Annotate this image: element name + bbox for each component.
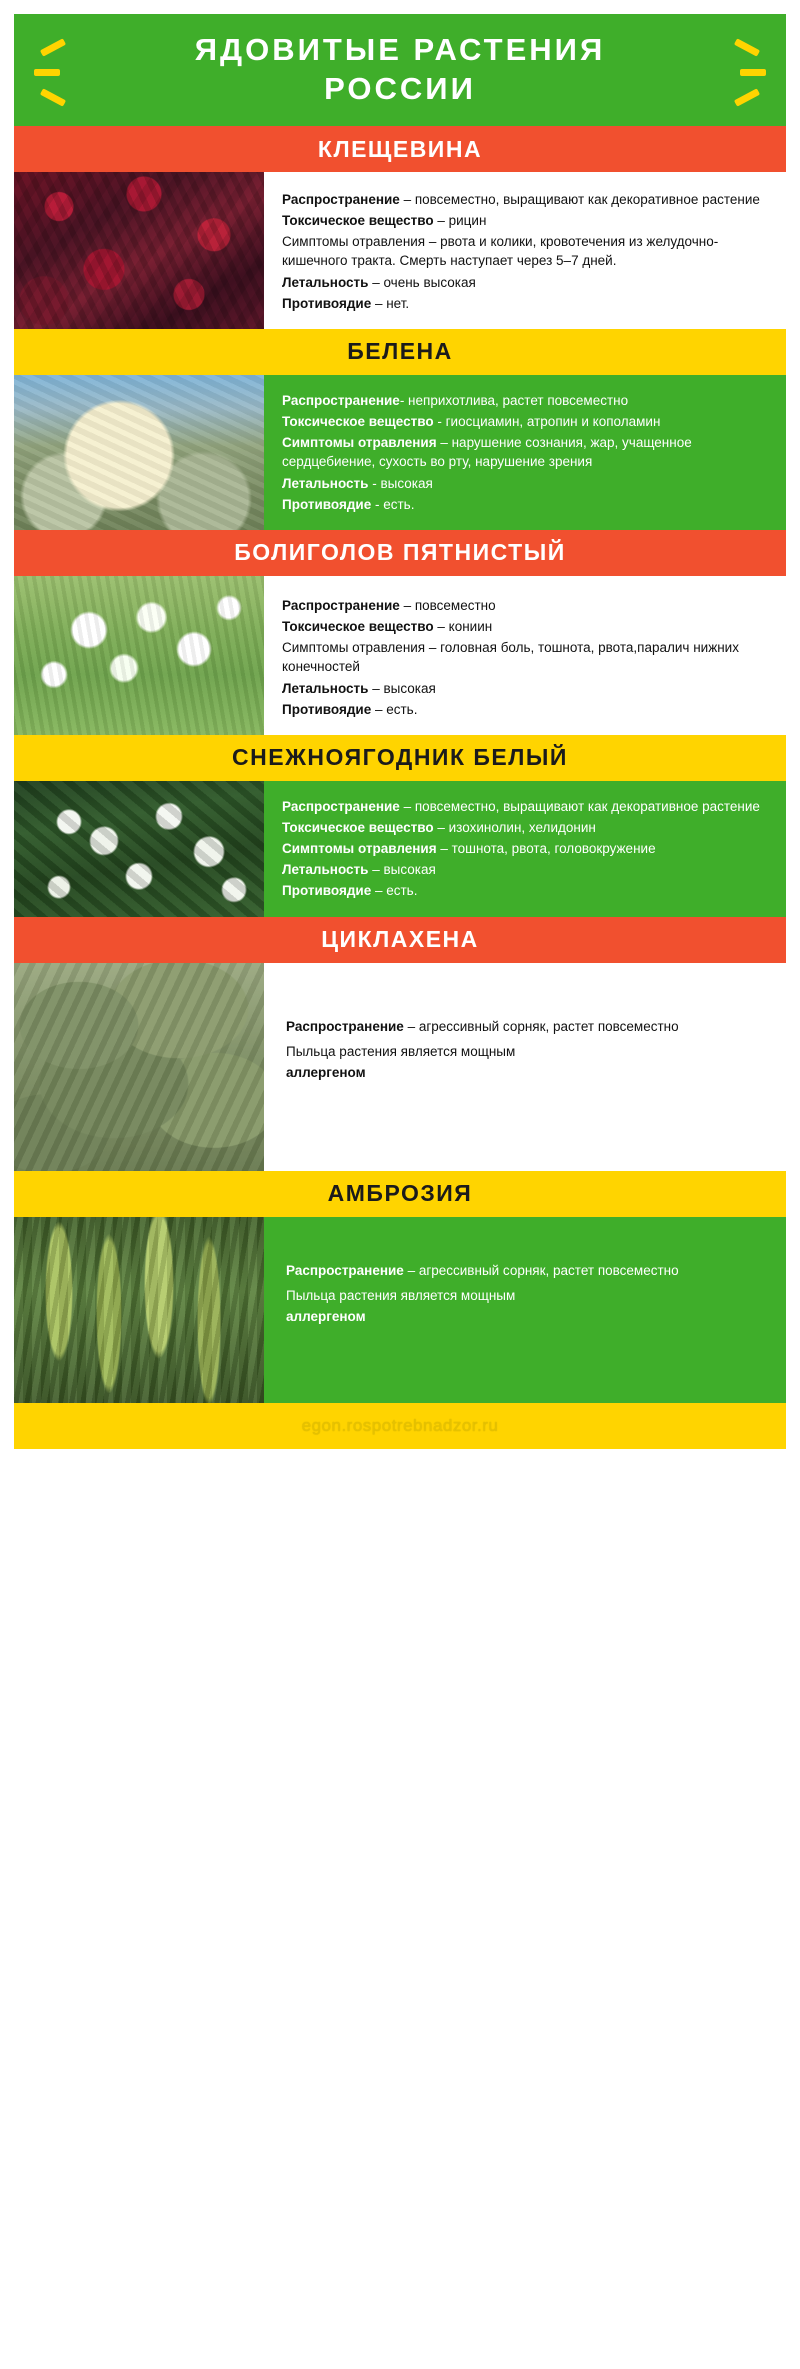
spark-decoration-icon bbox=[734, 38, 760, 56]
plant-name: ЦИКЛАХЕНА bbox=[321, 926, 479, 953]
info-label: Токсическое вещество bbox=[282, 819, 434, 835]
plant-name-band bbox=[14, 917, 786, 963]
ambrosia-photo-art bbox=[14, 1217, 264, 1403]
info-line bbox=[282, 474, 770, 493]
info-label: Токсическое вещество bbox=[282, 619, 434, 635]
info-label: Симптомы отравления bbox=[282, 841, 437, 857]
info-text: – повсеместно, выращивают как декоративное растение bbox=[399, 798, 760, 814]
info-label: аллергеном bbox=[286, 1308, 366, 1324]
info-text: – нет. bbox=[371, 295, 410, 311]
info-label: Распространение bbox=[286, 1262, 404, 1278]
info-text: – тошнота, рвота, головокружение bbox=[436, 841, 656, 857]
info-label: Противоядие bbox=[282, 883, 372, 899]
info-line bbox=[282, 881, 770, 900]
info-label: Противоядие bbox=[282, 496, 372, 512]
info-line bbox=[282, 412, 770, 431]
plant-body bbox=[14, 1217, 786, 1403]
info-spacer bbox=[286, 1282, 770, 1284]
info-label: Токсическое вещество bbox=[282, 213, 434, 229]
info-line bbox=[286, 1063, 770, 1082]
info-line bbox=[282, 679, 770, 698]
info-label: Летальность bbox=[282, 475, 369, 491]
info-line bbox=[282, 391, 770, 410]
plant-name: БОЛИГОЛОВ ПЯТНИСТЫЙ bbox=[234, 539, 566, 566]
spark-decoration-icon bbox=[40, 38, 66, 56]
plant-body bbox=[14, 172, 786, 329]
henbane-photo bbox=[14, 375, 264, 530]
plant-body bbox=[14, 576, 786, 735]
ambrosia-photo bbox=[14, 1217, 264, 1403]
info-label: Распространение bbox=[282, 392, 400, 408]
info-line bbox=[282, 617, 770, 636]
info-line bbox=[282, 596, 770, 615]
plant-section-ambrosia bbox=[14, 1171, 786, 1403]
snowberry-photo bbox=[14, 781, 264, 917]
info-line bbox=[282, 294, 770, 313]
info-text: – высокая bbox=[368, 862, 436, 878]
plant-body bbox=[14, 963, 786, 1171]
info-text: - гиосциамин, атропин и кополамин bbox=[433, 414, 661, 430]
info-text: Пыльца растения является мощным bbox=[286, 1287, 516, 1303]
info-line bbox=[282, 495, 770, 514]
info-text: – рицин bbox=[433, 213, 487, 229]
info-text: – агрессивный сорняк, растет повсеместно bbox=[403, 1018, 679, 1034]
info-text: - высокая bbox=[368, 475, 433, 491]
plant-name-band bbox=[14, 530, 786, 576]
info-text: - неприхотлива, растет повсеместно bbox=[399, 392, 629, 408]
info-text: – есть. bbox=[371, 883, 418, 899]
info-text: – изохинолин, хелидонин bbox=[433, 819, 596, 835]
ricinus-photo bbox=[14, 172, 264, 329]
info-text: – повсеместно, выращивают как декоративное растение bbox=[399, 192, 760, 207]
plant-name-band bbox=[14, 329, 786, 375]
info-text: Симптомы отравления – головная боль, тошнота, рвота,паралич нижних конечностей bbox=[282, 640, 739, 675]
info-line bbox=[282, 700, 770, 719]
info-line bbox=[282, 638, 770, 676]
hemlock-photo bbox=[14, 576, 264, 735]
info-line bbox=[282, 433, 770, 471]
plant-section-henbane bbox=[14, 329, 786, 530]
info-text: – кониин bbox=[433, 619, 493, 635]
plant-name-band bbox=[14, 1171, 786, 1217]
plant-info bbox=[264, 1217, 786, 1403]
info-text: Пыльца растения является мощным bbox=[286, 1043, 516, 1059]
plant-section-ricinus bbox=[14, 126, 786, 329]
plant-name: СНЕЖНОЯГОДНИК БЕЛЫЙ bbox=[232, 744, 568, 771]
info-label: Распространение bbox=[282, 192, 400, 207]
info-label: Симптомы отравления bbox=[282, 435, 437, 451]
hemlock-photo-art bbox=[14, 576, 264, 735]
info-label: Распространение bbox=[286, 1018, 404, 1034]
plant-info bbox=[264, 576, 786, 735]
info-text: – агрессивный сорняк, растет повсеместно bbox=[403, 1262, 679, 1278]
plant-name: АМБРОЗИЯ bbox=[327, 1180, 473, 1207]
spark-decoration-icon bbox=[40, 88, 66, 106]
plant-section-hemlock bbox=[14, 530, 786, 735]
spark-decoration-icon bbox=[740, 69, 766, 76]
info-text: – нарушение сознания, жар, учащенное сердцебиение, сухость во рту, нарушение зрения bbox=[282, 435, 692, 470]
henbane-photo-art bbox=[14, 375, 264, 530]
info-label: Противоядие bbox=[282, 295, 372, 311]
info-spacer bbox=[286, 1038, 770, 1040]
info-line bbox=[282, 232, 770, 270]
info-line bbox=[282, 273, 770, 292]
info-line bbox=[282, 839, 770, 858]
page-title: ЯДОВИТЫЕ РАСТЕНИЯ РОССИИ bbox=[194, 32, 606, 106]
spark-decoration-icon bbox=[34, 69, 60, 76]
info-line bbox=[286, 1042, 770, 1061]
info-line bbox=[286, 1261, 770, 1280]
info-label: Токсическое вещество bbox=[282, 414, 434, 430]
info-line bbox=[286, 1286, 770, 1305]
info-text: – есть. bbox=[371, 701, 418, 717]
plant-name: БЕЛЕНА bbox=[347, 338, 453, 365]
spark-decoration-icon bbox=[734, 88, 760, 106]
info-label: аллергеном bbox=[286, 1064, 366, 1080]
poster-header bbox=[14, 14, 786, 126]
info-label: Противоядие bbox=[282, 701, 372, 717]
plant-body bbox=[14, 781, 786, 917]
cyclachaena-photo-art bbox=[14, 963, 264, 1171]
ricinus-photo-art bbox=[14, 172, 264, 329]
info-label: Летальность bbox=[282, 274, 369, 290]
info-text: - есть. bbox=[371, 496, 415, 512]
plant-info bbox=[264, 375, 786, 530]
info-text: – высокая bbox=[368, 680, 436, 696]
info-line bbox=[282, 190, 770, 209]
info-label: Летальность bbox=[282, 862, 369, 878]
info-text: – очень высокая bbox=[368, 274, 476, 290]
cyclachaena-photo bbox=[14, 963, 264, 1171]
plant-info bbox=[264, 172, 786, 329]
info-line bbox=[282, 818, 770, 837]
info-text: Симптомы отравления – рвота и колики, кровотечения из желудочно-кишечного тракта. Смерть наступает через 5–7 дней. bbox=[282, 234, 719, 269]
info-text: – повсеместно bbox=[399, 597, 496, 613]
info-line bbox=[282, 860, 770, 879]
info-label: Распространение bbox=[282, 798, 400, 814]
source-url: egon.rospotrebnadzor.ru bbox=[301, 1415, 499, 1435]
plant-info bbox=[264, 781, 786, 917]
source-footer bbox=[14, 1403, 786, 1449]
plant-body bbox=[14, 375, 786, 530]
info-line bbox=[282, 797, 770, 816]
plant-section-cyclachaena bbox=[14, 917, 786, 1171]
plant-name-band bbox=[14, 126, 786, 172]
snowberry-photo-art bbox=[14, 781, 264, 917]
plant-name-band bbox=[14, 735, 786, 781]
plant-name: КЛЕЩЕВИНА bbox=[317, 135, 483, 162]
info-line bbox=[286, 1307, 770, 1326]
plant-info bbox=[264, 963, 786, 1171]
info-label: Распространение bbox=[282, 597, 400, 613]
plant-section-snowberry bbox=[14, 735, 786, 917]
info-label: Летальность bbox=[282, 680, 369, 696]
info-line bbox=[286, 1017, 770, 1036]
info-line bbox=[282, 211, 770, 230]
